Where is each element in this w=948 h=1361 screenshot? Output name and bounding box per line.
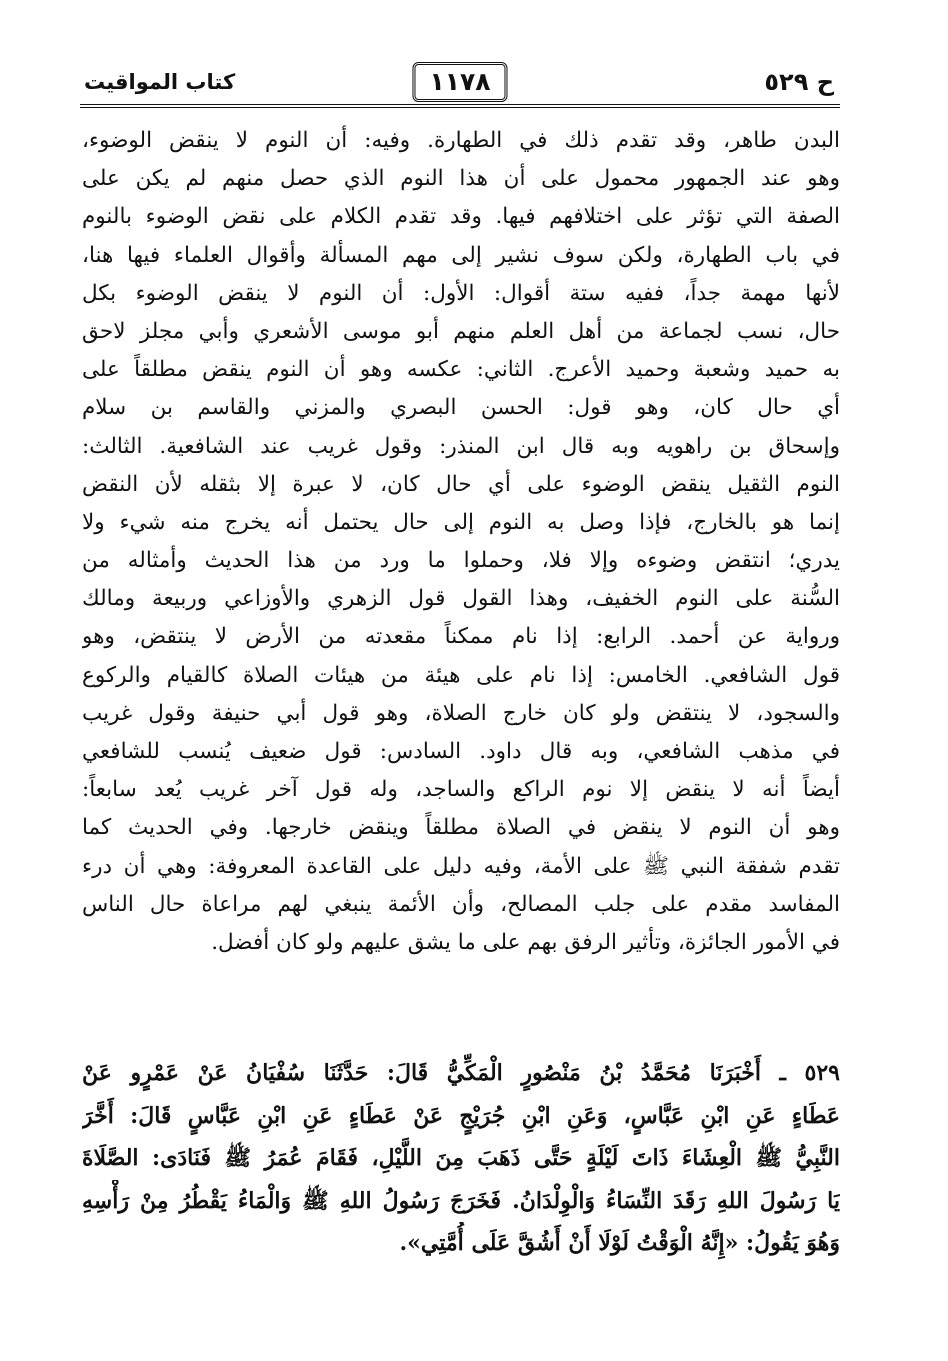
text-line: إنما هو بالخارج، فإذا وصل به النوم إلى حال يحتمل أنه يخرج منه شيء ولا xyxy=(82,509,840,535)
text-line: السُّنة على النوم الخفيف، وهذا القول قول الزهري والأوزاعي وربيعة ومالك xyxy=(82,586,840,612)
header-divider xyxy=(80,104,840,108)
text-line: في باب الطهارة، ولكن سوف نشير إلى مهم المسألة وأقوال العلماء فيها هنا، xyxy=(82,242,840,268)
hadith-text xyxy=(82,1052,840,1265)
text-line: به حميد وشعبة وحميد الأعرج. الثاني: عكسه وهو أن النوم ينقض مطلقاً على xyxy=(82,357,840,383)
page-number: ١١٧٨ xyxy=(412,62,507,102)
text-line: الصفة التي تؤثر على اختلافهم فيها. وقد تقدم الكلام على نقض الوضوء بالنوم xyxy=(82,204,840,230)
text-line: النوم الثقيل ينقض الوضوء على أي حال كان، لا عبرة إلا بثقله لأن النقض xyxy=(82,471,840,497)
text-line: لأنها مهمة جداً، ففيه ستة أقوال: الأول: أن النوم لا ينقض الوضوء بكل xyxy=(82,280,840,306)
text-line: البدن طاهر، وقد تقدم ذلك في الطهارة. وفيه: أن النوم لا ينقض الوضوء، xyxy=(82,128,840,153)
text-line: وهو أن النوم لا ينقض في الصلاة مطلقاً وينقض خارجها. وفي الحديث كما xyxy=(82,815,840,841)
hadith-line: يَا رَسُولَ اللهِ رَقَدَ النِّسَاءُ وَالْوِلْدَانُ. فَخَرَجَ رَسُولُ اللهِ ﷺ وَالْمَاءُ يَقْطُرُ مِنْ رَأْسِهِ xyxy=(82,1187,840,1214)
text-line: أيضاً أنه لا ينقض إلا نوم الراكع والساجد، وله قول آخر غريب يُعد سابعاً: xyxy=(82,777,840,803)
text-line: وهو عند الجمهور محمول على أن هذا النوم الذي حصل منهم لم يكن على xyxy=(82,166,840,192)
hadith-line: وَهُوَ يَقُولُ: «إِنَّهُ الْوَقْتُ لَوْلَا أَنْ أَشُقَّ عَلَى أُمَّتِي». xyxy=(399,1230,840,1256)
text-line: والسجود، لا ينتقض ولو كان خارج الصلاة، وهو قول أبي حنيفة وقول غريب xyxy=(82,700,840,726)
text-line: تقدم شفقة النبي ﷺ على الأمة، وفيه دليل على القاعدة المعروفة: وهي أن درء xyxy=(82,853,840,879)
hadith-reference: ح ٥٢٩ xyxy=(764,68,834,96)
text-line: وإسحاق بن راهويه وبه قال ابن المنذر: وقول غريب عند الشافعية. الثالث: xyxy=(82,433,840,459)
text-line: حال، نسب لجماعة من أهل العلم منهم أبو موسى الأشعري وأبي مجلز لاحق xyxy=(82,318,840,344)
text-line: ورواية عن أحمد. الرابع: إذا نام ممكناً مقعدته من الأرض لا ينتقض، وهو xyxy=(82,624,840,650)
commentary-text xyxy=(82,122,840,962)
text-line: المفاسد مقدم على جلب المصالح، وأن الأئمة ينبغي لهم مراعاة حال الناس xyxy=(82,891,840,917)
hadith-line: النَّبِيُّ ﷺ الْعِشَاءَ ذَاتَ لَيْلَةٍ حَتَّى ذَهَبَ مِنَ اللَّيْلِ، فَقَامَ عُمَرُ ﷺ فَنَادَى: الصَّلَاةَ xyxy=(82,1145,840,1171)
hadith-line: عَطَاءٍ عَنِ ابْنِ عَبَّاسٍ، وَعَنِ ابْنِ جُرَيْجٍ عَنْ عَطَاءٍ عَنِ ابْنِ عَبَّاسٍ قَالَ: أَخَّرَ xyxy=(82,1102,840,1129)
hadith-line: ٥٢٩ ـ أَخْبَرَنَا مُحَمَّدُ بْنُ مَنْصُورٍ الْمَكِّيُّ قَالَ: حَدَّثَنَا سُفْيَانُ عَنْ عَمْرٍو عَنْ xyxy=(82,1060,840,1086)
page-header xyxy=(80,62,840,106)
book-title: كتاب المواقيت xyxy=(84,70,236,94)
text-line: قول الشافعي. الخامس: إذا نام على هيئة من هيئات الصلاة كالقيام والركوع xyxy=(82,662,840,688)
text-line: يدري؛ انتقض وضوءه وإلا فلا، وحملوا ما ورد من هذا الحديث وأمثاله من xyxy=(82,548,840,574)
text-line: في مذهب الشافعي، وبه قال داود. السادس: قول ضعيف يُنسب للشافعي xyxy=(82,739,840,764)
text-line: أي حال كان، وهو قول: الحسن البصري والمزني والقاسم بن سلام xyxy=(82,395,840,421)
text-line: في الأمور الجائزة، وتأثير الرفق بهم على ما يشق عليهم ولو كان أفضل. xyxy=(211,929,840,955)
